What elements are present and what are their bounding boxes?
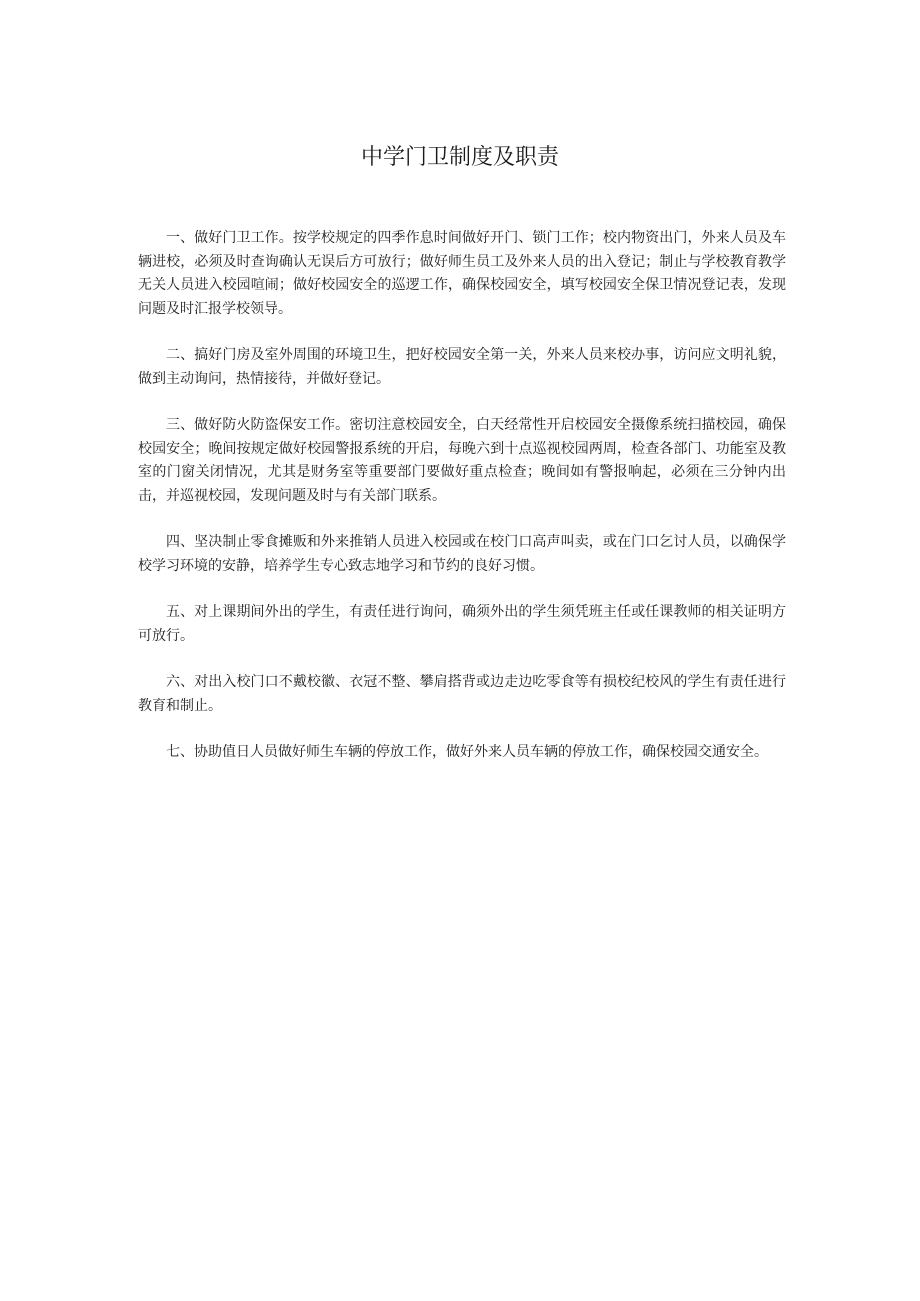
paragraph-3: 三、做好防火防盗保安工作。密切注意校园安全，白天经常性开启校园安全摄像系统扫描校园，确保校园安全；晚间按规定做好校园警报系统的开启，每晚六到十点巡视校园两周，检查各部门、功能室及教室的门窗关闭情况，尤其是财务室等重要部门要做好重点检查；晚间如有警报响起，必须在三分钟内出击，并巡视校园，发现问题及时与有关部门联系。 — [138, 417, 786, 504]
paragraph-6: 六、对出入校门口不戴校徽、衣冠不整、攀肩搭背或边走边吃零食等有损校纪校风的学生有责任进行教育和制止。 — [138, 674, 786, 714]
paragraph-7: 七、协助值日人员做好师生车辆的停放工作，做好外来人员车辆的停放工作，确保校园交通安全。 — [166, 744, 768, 760]
paragraph-5: 五、对上课期间外出的学生，有责任进行询问，确须外出的学生须凭班主任或任课教师的相关证明方可放行。 — [138, 604, 786, 644]
paragraph-2: 二、搞好门房及室外周围的环境卫生，把好校园安全第一关，外来人员来校办事，访问应文明礼貌，做到主动询问，热情接待，并做好登记。 — [138, 347, 786, 387]
document-body — [138, 227, 786, 788]
paragraph-4: 四、坚决制止零食摊贩和外来推销人员进入校园或在校门口高声叫卖，或在门口乞讨人员，以确保学校学习环境的安静，培养学生专心致志地学习和节约的良好习惯。 — [138, 534, 786, 574]
page-title: 中学门卫制度及职责 — [360, 145, 559, 170]
paragraph-1: 一、做好门卫工作。按学校规定的四季作息时间做好开门、锁门工作；校内物资出门，外来人员及车辆进校，必须及时查询确认无误后方可放行；做好师生员工及外来人员的出入登记；制止与学校教育教学无关人员进入校园喧闹；做好校园安全的巡逻工作，确保校园安全，填写校园安全保卫情况登记表，发现问题及时汇报学校领导。 — [138, 230, 786, 317]
